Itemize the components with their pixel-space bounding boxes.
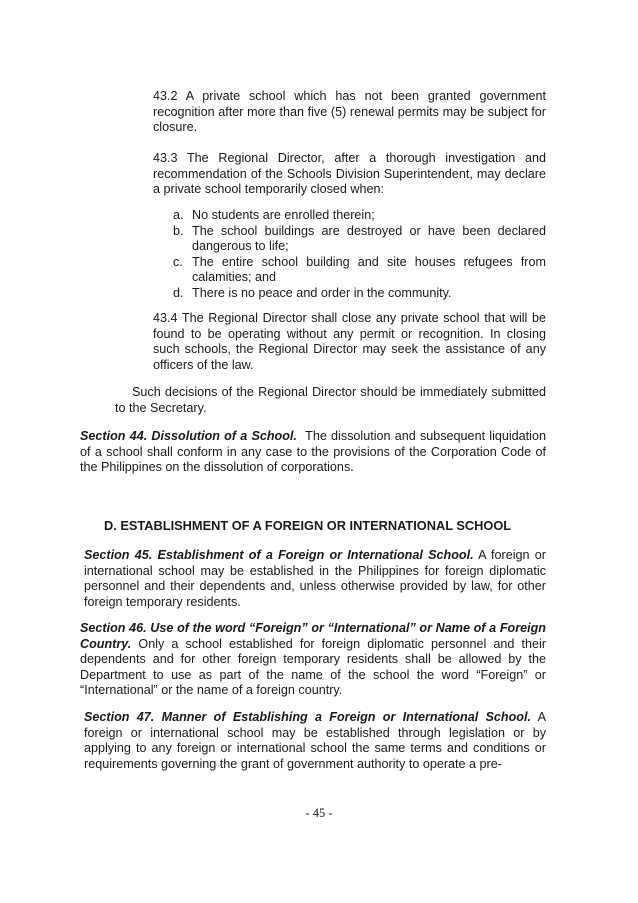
- list-marker: d.: [173, 285, 184, 300]
- section-45: [84, 548, 546, 610]
- list-item: [173, 224, 546, 255]
- list-item: [173, 286, 546, 302]
- closure-conditions-list: [173, 208, 546, 302]
- section-47-body: A foreign or international school may be established through legislation or by applying to any foreign or international school the same terms and conditions or requirements governing the grant of government authority to operate a pre-: [84, 710, 546, 771]
- list-item-text: The school buildings are destroyed or have been declared dangerous to life;: [192, 223, 546, 254]
- list-item: [173, 255, 546, 286]
- list-marker: b.: [173, 223, 184, 238]
- page-number: - 45 -: [305, 806, 333, 820]
- paragraph-43-2: 43.2 A private school which has not been granted government recognition after more than five (5) renewal permits may be subject for closure.: [153, 89, 546, 135]
- section-47-title: Section 47. Manner of Establishing a Foreign or International School.: [84, 710, 531, 724]
- decisions-paragraph: Such decisions of the Regional Director should be immediately submitted to the Secretary.: [115, 385, 546, 415]
- list-item-text: There is no peace and order in the community.: [192, 285, 452, 300]
- section-44: [80, 429, 546, 476]
- section-47: [84, 710, 546, 772]
- paragraph-43-3: 43.3 The Regional Director, after a thorough investigation and recommendation of the Schools Division Superintendent, may declare a private school temporarily closed when:: [153, 151, 546, 197]
- section-46: [80, 621, 546, 699]
- section-45-title: Section 45. Establishment of a Foreign or International School.: [84, 548, 474, 562]
- section-46-body: Only a school established for foreign diplomatic personnel and their dependents and for other foreign temporary residents shall be allowed by the Department to use as part of the name of the school the word “Foreign” or “International” or the name of a foreign country.: [80, 636, 547, 698]
- list-item: [173, 208, 546, 224]
- section-44-title: Section 44. Dissolution of a School.: [80, 429, 297, 443]
- section-45-body: A foreign or international school may be established in the Philippines for foreign diplomatic personnel and their dependents and, unless otherwise provided by law, for other foreign temporary residents.: [84, 548, 546, 609]
- list-item-text: The entire school building and site houses refugees from calamities; and: [192, 254, 546, 285]
- section-44-body: The dissolution and subsequent liquidation of a school shall conform in any case to the provisions of the Corporation Code of the Philippines on the dissolution of corporations.: [80, 429, 546, 475]
- paragraph-43-4: 43.4 The Regional Director shall close any private school that will be found to be operating without any permit or recognition. In closing such schools, the Regional Director may seek the assistance of any officers of the law.: [153, 311, 546, 372]
- list-item-text: No students are enrolled therein;: [192, 208, 375, 222]
- list-marker: a.: [173, 208, 184, 222]
- section-46-title: Section 46. Use of the word “Foreign” or “International” or Name of a Foreign Country.: [80, 621, 546, 651]
- section-d-heading: D. ESTABLISHMENT OF A FOREIGN OR INTERNATIONAL SCHOOL: [104, 518, 512, 533]
- list-marker: c.: [173, 254, 183, 269]
